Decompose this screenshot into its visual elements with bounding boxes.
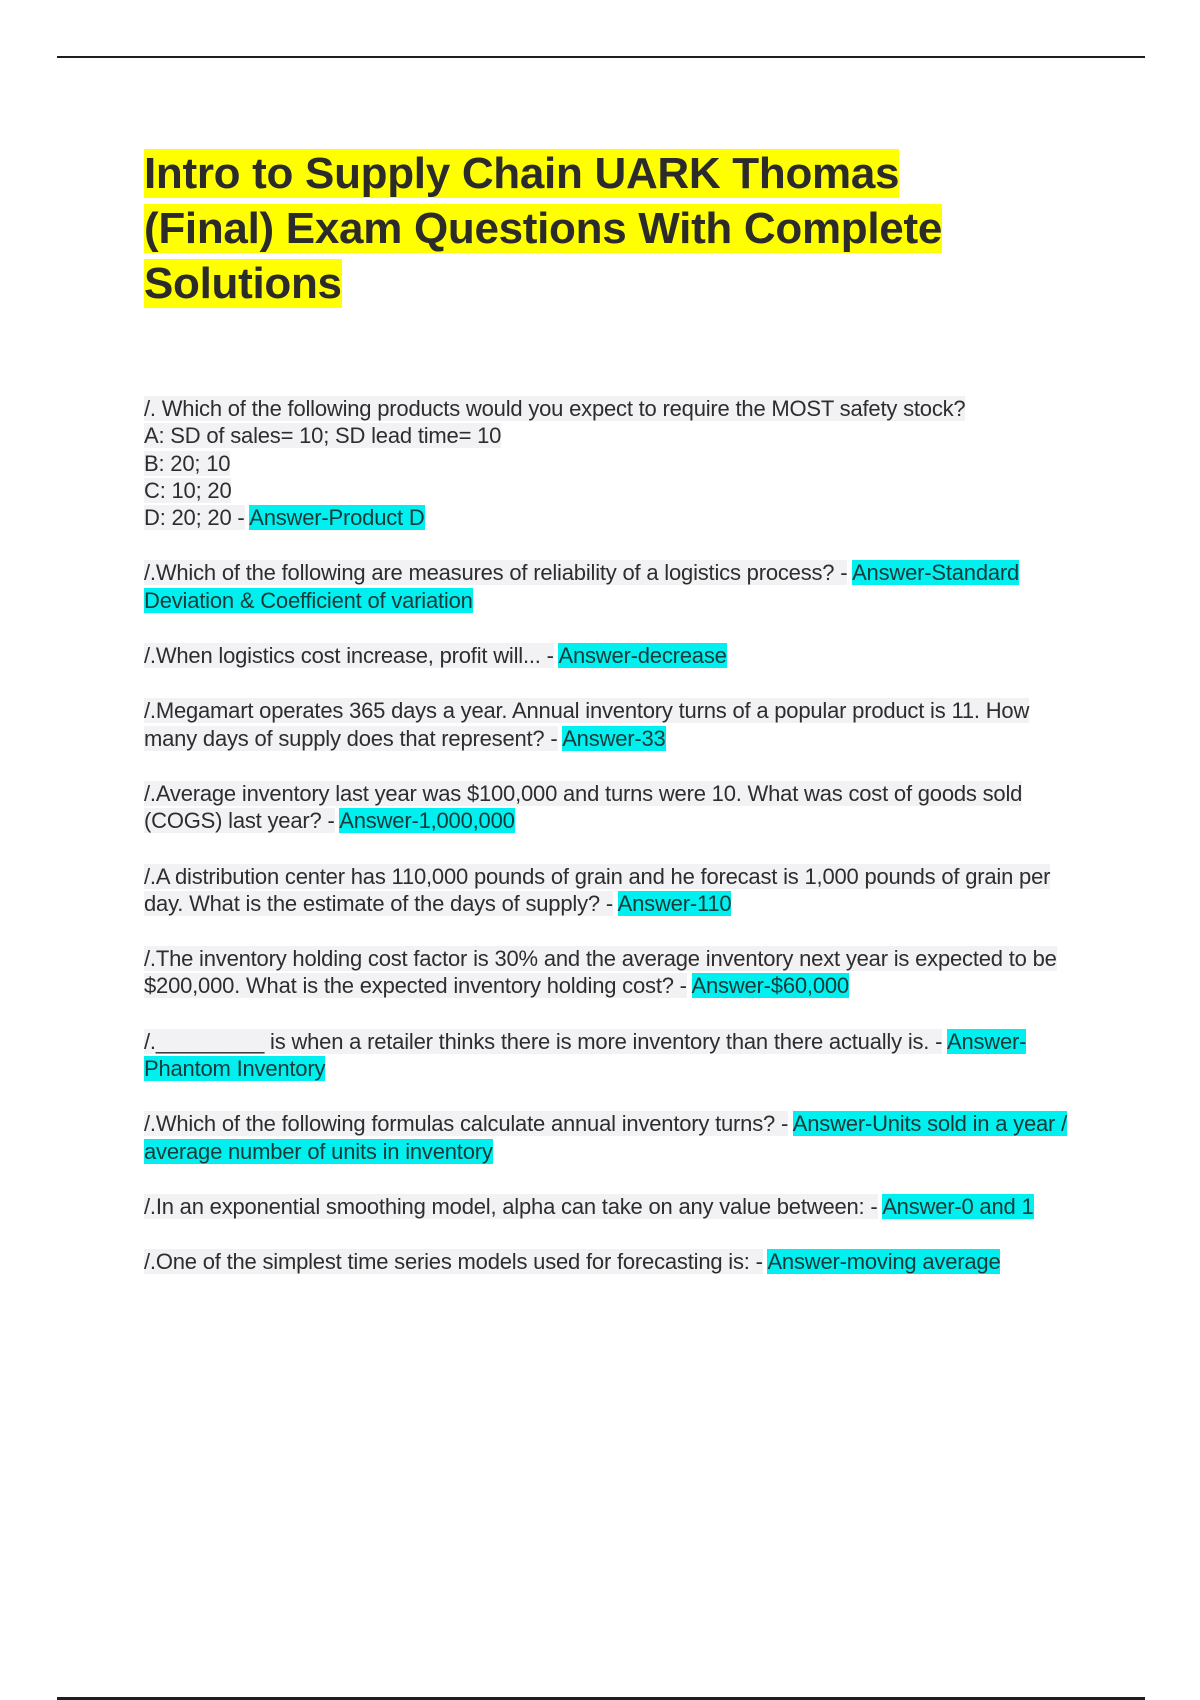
option-c: C: 10; 20 [144,477,232,503]
question-item-3 [144,642,1084,669]
title-line-2: (Final) Exam Questions With Complete [144,204,943,253]
question-item-2 [144,559,1084,614]
answer-text: Answer-Product D [249,505,425,531]
answer-text: Answer-33 [562,725,666,751]
answer-text: Answer-0 and 1 [882,1193,1034,1219]
question-text: /.A distribution center has 110,000 pounds of grain and he forecast is 1,000 pounds of grain per day. What is the estimate of the days of supply? - [144,863,1051,916]
answer-text: Answer-110 [617,890,732,916]
question-text: /.Which of the following formulas calculate annual inventory turns? - [144,1111,789,1137]
question-text: /.When logistics cost increase, profit will... - [144,643,554,669]
question-text: /._________ is when a retailer thinks there is more inventory than there actually is. - [144,1028,943,1054]
question-text: /.Which of the following are measures of reliability of a logistics process? - [144,560,848,586]
question-item-1 [144,395,1084,531]
option-b: B: 20; 10 [144,450,231,476]
question-item-8 [144,1028,1084,1083]
question-item-6 [144,863,1084,918]
option-d: D: 20; 20 - [144,505,245,531]
answer-text: Answer-$60,000 [691,973,849,999]
question-text: /.In an exponential smoothing model, alpha can take on any value between: - [144,1193,878,1219]
question-text: /.Megamart operates 365 days a year. Annual inventory turns of a popular product is 11. How many days of supply does that represent? - [144,698,1030,751]
question-item-4 [144,697,1084,752]
option-a: A: SD of sales= 10; SD lead time= 10 [144,423,502,449]
title-line-1: Intro to Supply Chain UARK Thomas [144,149,900,198]
header-rule [57,56,1145,58]
question-item-9 [144,1110,1084,1165]
question-item-5 [144,780,1084,835]
question-text: /.The inventory holding cost factor is 30% and the average inventory next year is expected to be $200,000. What is the expected inventory holding cost? - [144,946,1057,999]
questions-list [144,395,1084,1304]
question-item-7 [144,945,1084,1000]
answer-text: Answer-decrease [558,643,727,669]
question-text: /.Average inventory last year was $100,000 and turns were 10. What was cost of goods sold (COGS) last year? - [144,780,1023,834]
question-item-10 [144,1193,1084,1220]
question-text: /. Which of the following products would you expect to require the MOST safety stock? [144,396,966,421]
answer-text: Answer-Phantom Inventory [144,1028,1027,1082]
title-line-3: Solutions [144,259,342,308]
answer-text: Answer-Units sold in a year / average number of units in inventory [144,1111,1067,1164]
answer-text: Answer-1,000,000 [339,808,515,834]
question-item-11 [144,1248,1084,1275]
answer-text: Answer-Standard Deviation & Coefficient of variation [144,560,1020,613]
answer-text: Answer-moving average [767,1249,1001,1275]
question-text: /.One of the simplest time series models used for forecasting is: - [144,1249,763,1275]
document-title [144,146,1064,311]
